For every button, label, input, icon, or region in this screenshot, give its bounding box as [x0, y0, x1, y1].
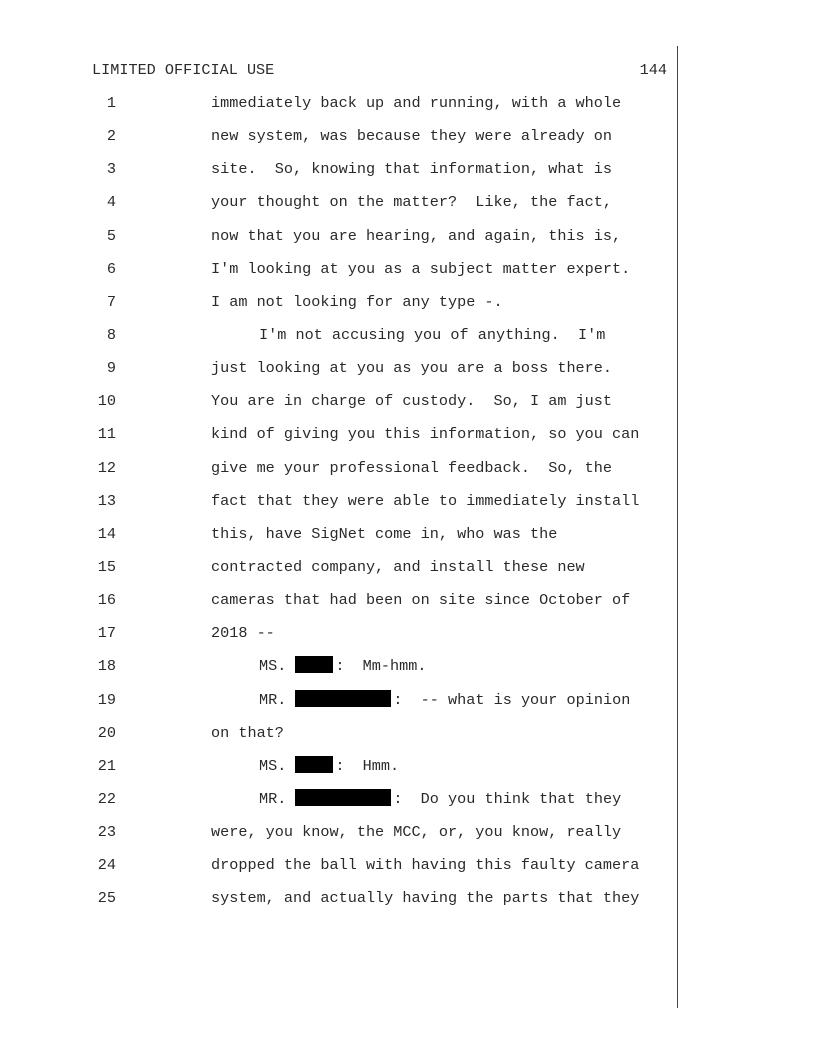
- transcript-line: [0, 458, 677, 491]
- transcript-line: [0, 623, 677, 656]
- transcript-line: [0, 888, 677, 921]
- line-text: fact that they were able to immediately install: [211, 491, 640, 510]
- line-text: : -- what is your opinion: [393, 690, 631, 709]
- transcript-lines: [0, 93, 677, 922]
- line-number: 18: [97, 657, 116, 676]
- line-number: 13: [97, 491, 116, 510]
- line-text: : Do you think that they: [393, 789, 622, 808]
- line-number: 20: [97, 723, 116, 742]
- redaction-box: [295, 789, 391, 806]
- line-number: 19: [97, 690, 116, 709]
- line-number: 14: [97, 524, 116, 543]
- transcript-line: [0, 325, 677, 358]
- line-text: this, have SigNet come in, who was the: [211, 524, 558, 543]
- line-text: I am not looking for any type -.: [211, 292, 503, 311]
- line-text: site. So, knowing that information, what is: [211, 160, 613, 179]
- classification-header: LIMITED OFFICIAL USE: [92, 61, 275, 79]
- line-number: 16: [97, 591, 116, 610]
- transcript-line: [0, 557, 677, 590]
- line-text: : Hmm.: [335, 756, 400, 775]
- line-number: 10: [97, 392, 116, 411]
- speaker-line: [259, 789, 621, 809]
- line-text: I'm looking at you as a subject matter expert.: [211, 259, 631, 278]
- transcript-line: [0, 358, 677, 391]
- transcript-line: [0, 656, 677, 689]
- line-text: immediately back up and running, with a whole: [211, 94, 622, 112]
- line-number: 22: [97, 789, 116, 808]
- transcript-line: [0, 491, 677, 524]
- line-number: 6: [106, 259, 116, 278]
- transcript-line: [0, 723, 677, 756]
- transcript-line: [0, 126, 677, 159]
- line-text: kind of giving you this information, so you can: [211, 425, 640, 444]
- line-number: 21: [97, 756, 116, 775]
- transcript-line: [0, 590, 677, 623]
- line-text: contracted company, and install these new: [211, 557, 585, 576]
- speaker-title: MR.: [259, 690, 287, 709]
- line-number: 12: [97, 458, 116, 477]
- page-number: 144: [639, 61, 667, 79]
- line-text: cameras that had been on site since October of: [211, 591, 631, 610]
- transcript-line: [0, 424, 677, 457]
- transcript-line: [0, 226, 677, 259]
- line-text: I'm not accusing you of anything. I'm: [259, 325, 606, 344]
- speaker-title: MR.: [259, 789, 287, 808]
- line-text: system, and actually having the parts that they: [211, 889, 640, 908]
- line-text: You are in charge of custody. So, I am just: [211, 392, 613, 411]
- line-number: 24: [97, 856, 116, 875]
- line-number: 1: [106, 94, 116, 112]
- transcript-line: [0, 292, 677, 325]
- transcript-line: [0, 159, 677, 192]
- transcript-line: [0, 690, 677, 723]
- line-number: 11: [97, 425, 116, 444]
- line-number: 2: [106, 127, 116, 146]
- line-number: 8: [106, 325, 116, 344]
- line-text: dropped the ball with having this faulty camera: [211, 856, 640, 875]
- transcript-line: [0, 391, 677, 424]
- line-text: give me your professional feedback. So, the: [211, 458, 613, 477]
- redaction-box: [295, 656, 333, 673]
- line-text: now that you are hearing, and again, this is,: [211, 226, 622, 245]
- redaction-box: [295, 756, 333, 773]
- line-number: 3: [106, 160, 116, 179]
- transcript-line: [0, 855, 677, 888]
- line-text: : Mm-hmm.: [335, 657, 427, 676]
- line-number: 23: [97, 823, 116, 842]
- line-text: on that?: [211, 723, 284, 742]
- transcript-line: [0, 524, 677, 557]
- line-number: 5: [106, 226, 116, 245]
- redaction-box: [295, 690, 391, 707]
- line-text: new system, was because they were already on: [211, 127, 613, 146]
- line-number: 4: [106, 193, 116, 212]
- line-text: were, you know, the MCC, or, you know, really: [211, 823, 622, 842]
- transcript-line: [0, 259, 677, 292]
- transcript-line: [0, 192, 677, 225]
- line-number: 15: [97, 557, 116, 576]
- line-number: 7: [106, 292, 116, 311]
- transcript-line: [0, 822, 677, 855]
- line-number: 25: [97, 889, 116, 908]
- line-number: 17: [97, 624, 116, 643]
- line-text: 2018 --: [211, 624, 275, 643]
- speaker-title: MS.: [259, 756, 287, 775]
- transcript-line: [0, 789, 677, 822]
- line-text: your thought on the matter? Like, the fact,: [211, 193, 613, 212]
- speaker-line: [259, 690, 630, 710]
- transcript-line: [0, 93, 677, 126]
- transcript-line: [0, 756, 677, 789]
- line-number: 9: [106, 359, 116, 378]
- speaker-line: [259, 656, 426, 676]
- line-text: just looking at you as you are a boss there.: [211, 359, 613, 378]
- right-margin-rule: [677, 46, 678, 1008]
- speaker-title: MS.: [259, 657, 287, 676]
- speaker-line: [259, 756, 399, 776]
